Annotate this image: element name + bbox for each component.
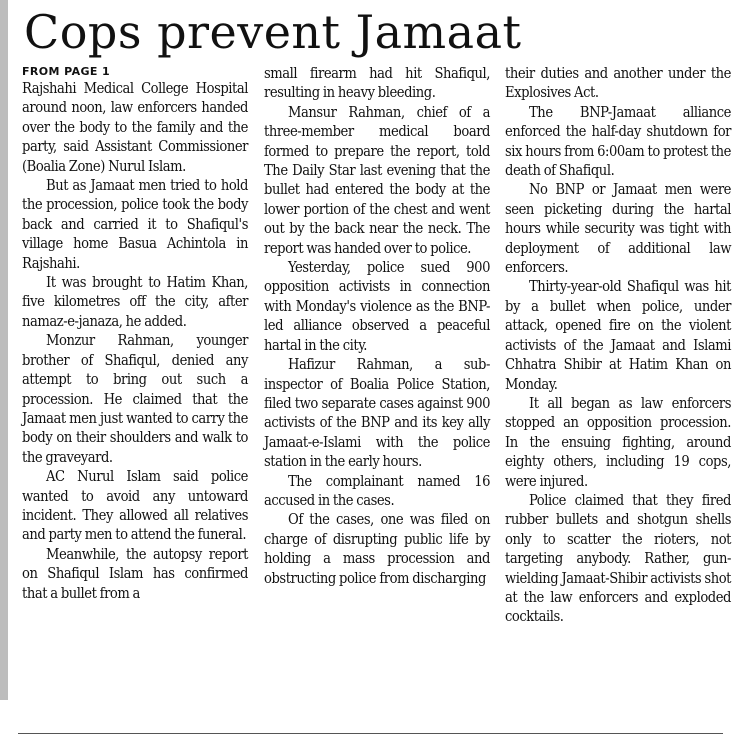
paragraph: It all began as law enforcers stopped an opposition procession. In the ensuing fighting, around eighty others, including 19 cops, were injured. bbox=[505, 394, 731, 490]
paragraph: AC Nurul Islam said police wanted to avoid any untoward incident. They allowed all relatives and party men to attend the funeral. bbox=[22, 468, 248, 544]
paragraph: It was brought to Hatim Khan, five kilometres off the city, after namaz-e-janaza, he added. bbox=[22, 274, 248, 330]
article-column-2 bbox=[264, 64, 490, 588]
paragraph: Of the cases, one was filed on charge of disrupting public life by holding a mass procession and obstructing police from discharging bbox=[264, 511, 490, 587]
paragraph: Police claimed that they fired rubber bullets and shotgun shells only to scatter the rioters, not targeting anybody. Rather, gun-wielding Jamaat-Shibir activists shot at the law enforcers and exploded cocktails. bbox=[505, 491, 731, 626]
paragraph: their duties and another under the Explosives Act. bbox=[505, 65, 731, 102]
article-column-3 bbox=[505, 64, 731, 627]
paragraph: But as Jamaat men tried to hold the procession, police took the body back and carried it to Shafiqul's village home Basua Achintola in Rajshahi. bbox=[22, 177, 248, 272]
paragraph: Mansur Rahman, chief of a three-member medical board formed to prepare the report, told The Daily Star last evening that the bullet had entered the body at the lower portion of the chest and went out by the back near the neck. The report was handed over to police. bbox=[264, 103, 490, 257]
paragraph: No BNP or Jamaat men were seen picketing during the hartal hours while security was tight with deployment of additional law enforcers. bbox=[505, 181, 731, 277]
paragraph: Yesterday, police sued 900 opposition activists in connection with Monday's violence as the BNP-led alliance observed a peaceful hartal in the city. bbox=[264, 259, 490, 354]
bottom-rule bbox=[18, 733, 723, 734]
article-column-1 bbox=[22, 64, 248, 603]
left-page-edge bbox=[0, 0, 8, 700]
headline: Cops prevent Jamaat bbox=[24, 5, 522, 59]
paragraph: Hafizur Rahman, a sub-inspector of Boalia Police Station, filed two separate cases against 900 activists of the BNP and its key ally Jamaat-e-Islami with the police station in the early hours. bbox=[264, 356, 490, 471]
paragraph: Rajshahi Medical College Hospital around noon, law enforcers handed over the body to the family and the party, said Assistant Commissioner (Boalia Zone) Nurul Islam. bbox=[22, 80, 248, 175]
page-continuation-kicker: FROM PAGE 1 bbox=[22, 65, 111, 78]
paragraph: Thirty-year-old Shafiqul was hit by a bullet when police, under attack, opened fire on the violent activists of the Jamaat and Islami Chhatra Shibir at Hatim Khan on Monday. bbox=[505, 278, 731, 393]
paragraph: Monzur Rahman, younger brother of Shafiqul, denied any attempt to bring out such a procession. He claimed that the Jamaat men just wanted to carry the body on their shoulders and walk to the graveyard. bbox=[22, 332, 248, 466]
paragraph: The complainant named 16 accused in the cases. bbox=[264, 472, 490, 509]
paragraph: The BNP-Jamaat alliance enforced the half-day shutdown for six hours from 6:00am to protest the death of Shafiqul. bbox=[505, 103, 731, 180]
paragraph: Meanwhile, the autopsy report on Shafiqul Islam has confirmed that a bullet from a bbox=[22, 545, 248, 602]
paragraph: small firearm had hit Shafiqul, resulting in heavy bleeding. bbox=[264, 65, 490, 102]
